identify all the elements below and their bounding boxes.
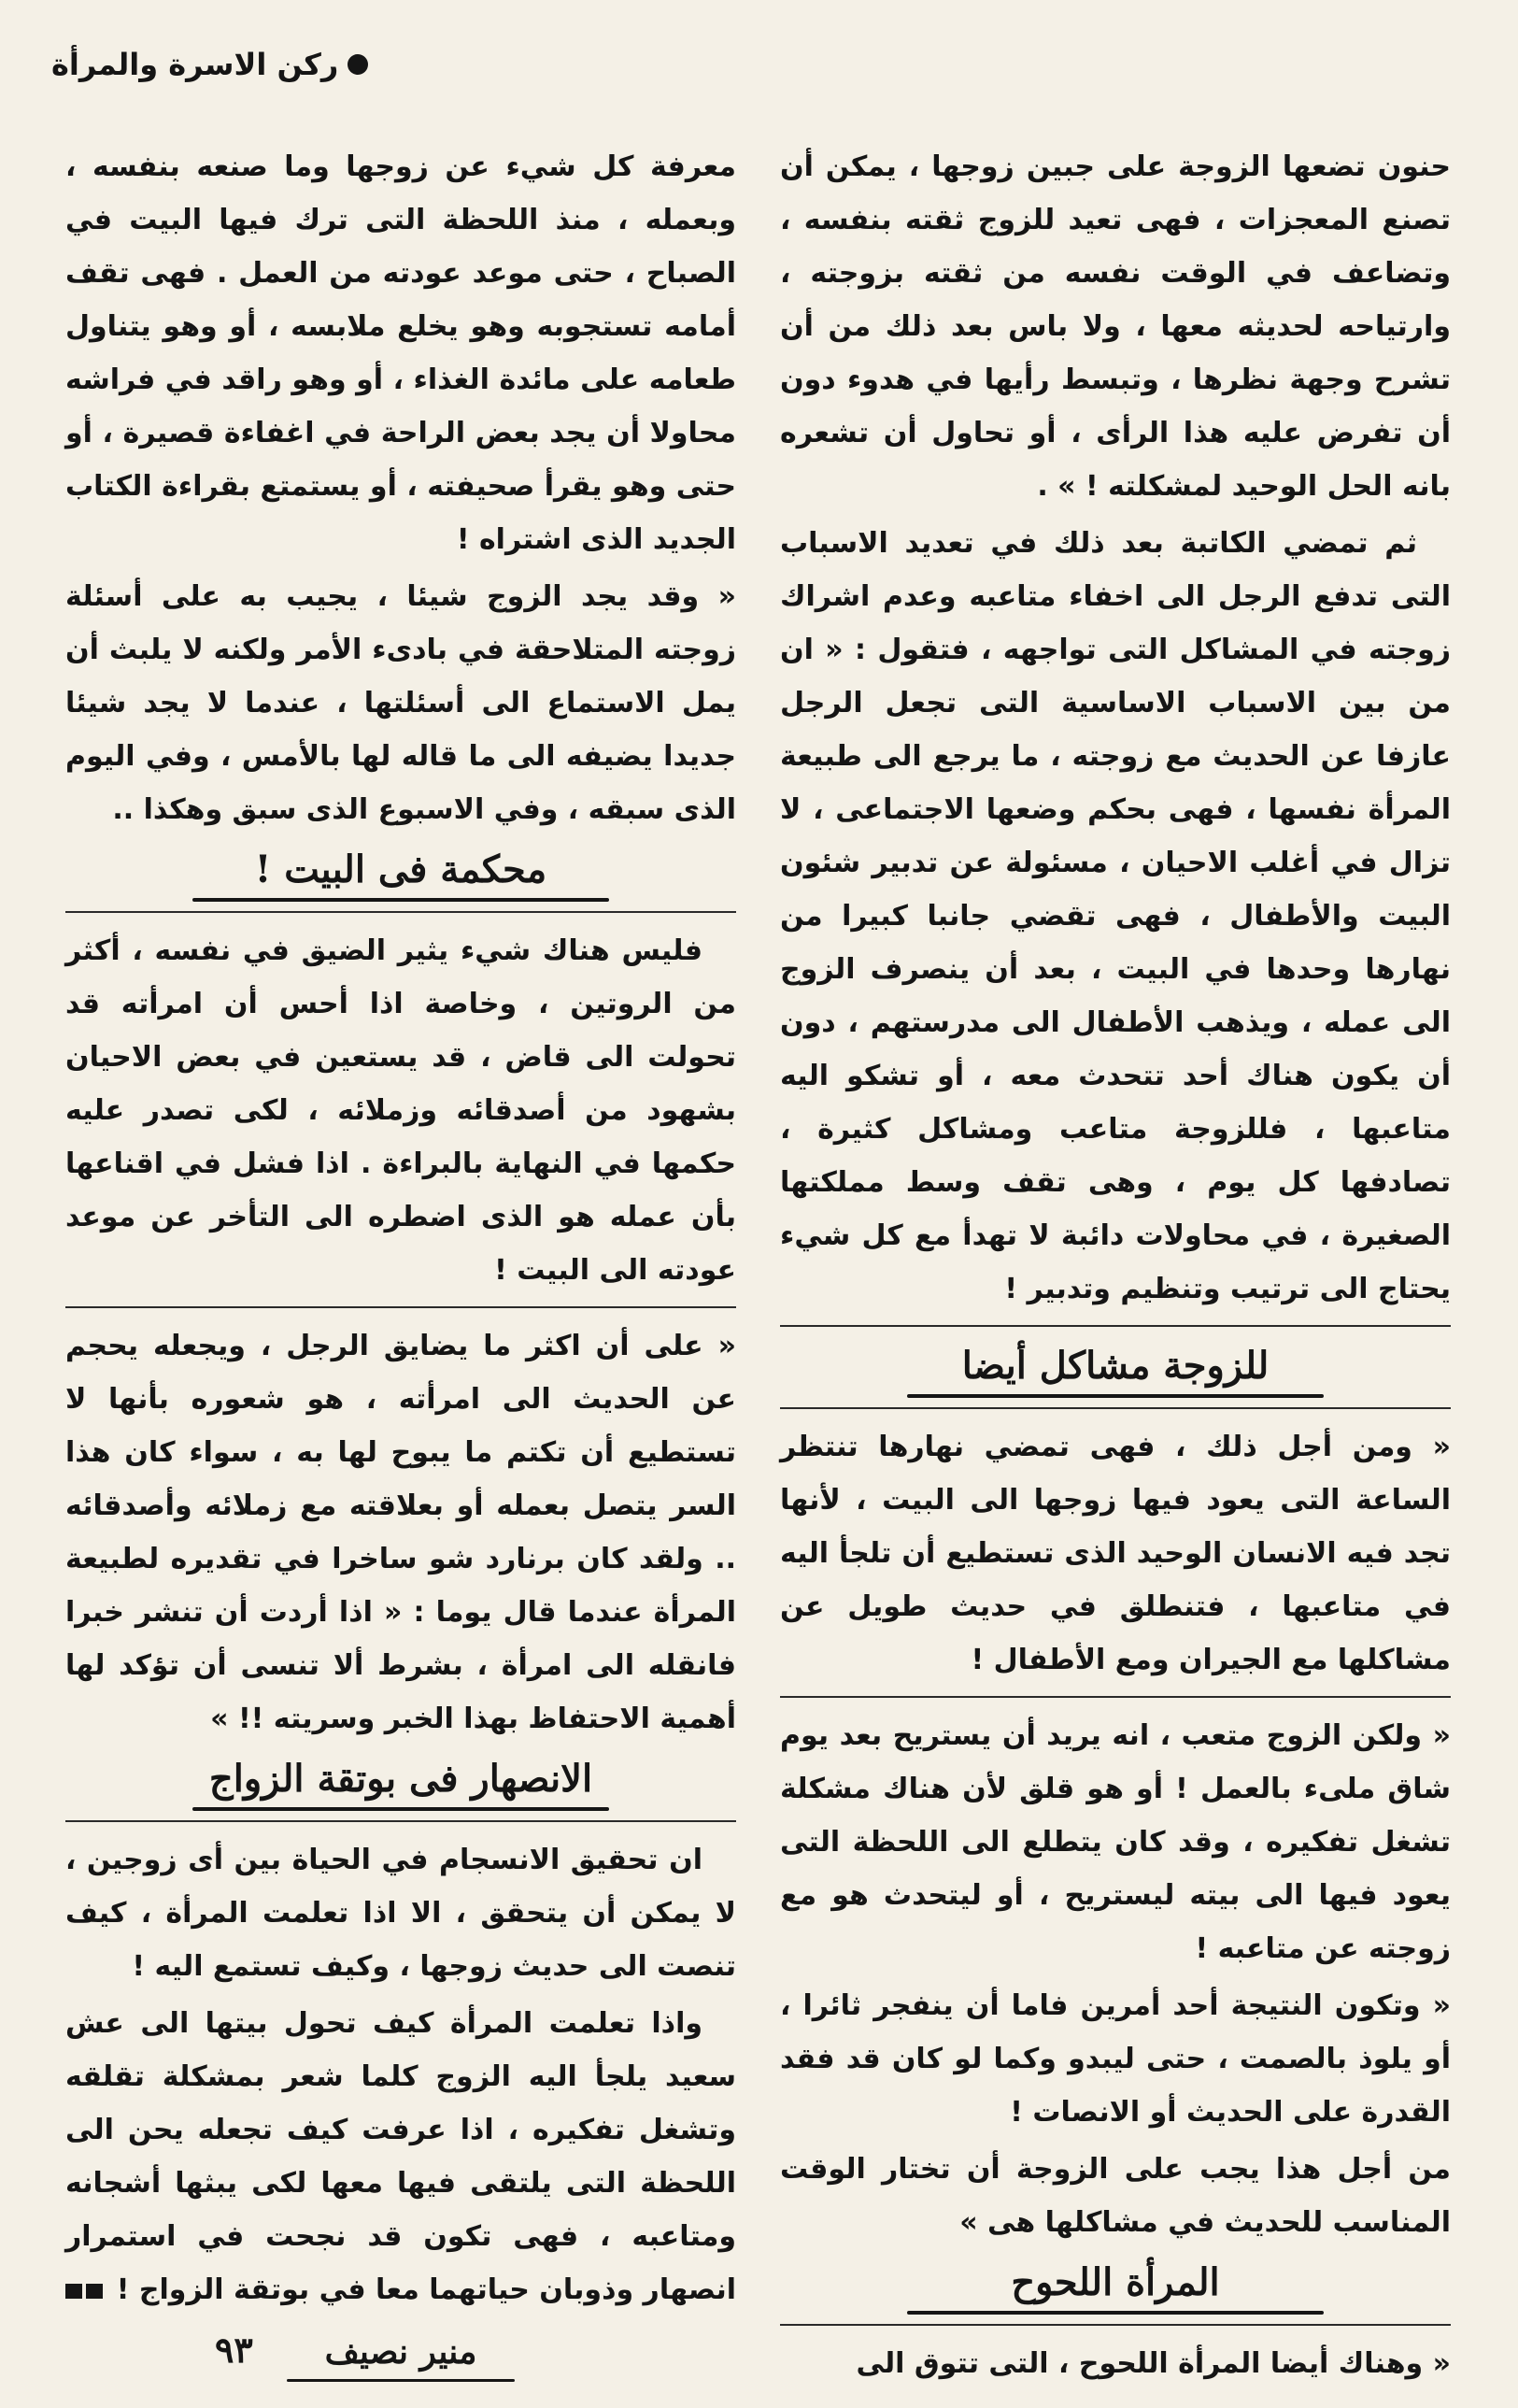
heading-underline xyxy=(907,1394,1323,1398)
paragraph: ان تحقيق الانسجام في الحياة بين أى زوجين ، لا يمكن أن يتحقق ، الا اذا تعلمت المرأة ، كيف تنصت الى حديث زوجها ، وكيف تستمع اليه ! xyxy=(65,1844,736,1983)
end-mark-icon xyxy=(65,2284,82,2299)
paragraph: « على أن اكثر ما يضايق الرجل ، ويجعله يحجم عن الحديث الى امرأته ، هو شعوره بأنها لا تستطيع أن تكتم ما يبوح لها به ، سواء كان هذا السر يتصل بعمله أو بعلاقته مع زملائه وأصدقائه .. ولقد كان برنارد شو ساخرا في تقديره لطبيعة المرأة عندما قال يوما : « اذا أردت أن تنشر خبرا فانقله الى امرأة ، بشرط ألا تنسى أن تؤكد لها أهمية الاحتفاظ بهذا الخبر وسريته !! » xyxy=(65,1330,736,1735)
author-underline xyxy=(287,2379,515,2382)
section-bullet-icon xyxy=(348,54,368,75)
heading-underline xyxy=(192,898,608,902)
heading-underline xyxy=(907,2311,1323,2315)
paragraph: حنون تضعها الزوجة على جبين زوجها ، يمكن أن تصنع المعجزات ، فهى تعيد للزوج ثقته بنفسه ، وتضاعف في الوقت نفسه من ثقته بزوجته ، وارتياحه لحديثه معها ، ولا باس بعد ذلك من أن تشرح وجهة نظرها ، وتبسط رأيها في هدوء دون أن تفرض عليه هذا الرأى ، أو تحاول أن تشعره بانه الحل الوحيد لمشكلته ! » . xyxy=(780,150,1451,503)
divider xyxy=(780,1325,1451,1327)
section-heading-text: للزوجة مشاكل أيضا xyxy=(961,1344,1270,1388)
paragraph: « وهناك أيضا المرأة اللحوح ، التى تتوق الى xyxy=(856,2347,1451,2380)
right-column xyxy=(780,140,1451,2394)
paragraph: « وتكون النتيجة أحد أمرين فاما أن ينفجر ثائرا ، أو يلوذ بالصمت ، حتى ليبدو وكما لو كان قد فقد القدرة على الحديث أو الانصات ! xyxy=(780,1989,1451,2129)
page-number: ٩٣ xyxy=(215,2329,253,2371)
section-heading-text: المرأة اللحوح xyxy=(1011,2260,1220,2304)
section-heading-text: الانصهار فى بوتقة الزواج xyxy=(208,1757,593,1801)
heading-underline xyxy=(192,1807,608,1811)
paragraph-text: واذا تعلمت المرأة كيف تحول بيتها الى عش سعيد يلجأ اليه الزوج كلما شعر بمشكلة تقلقه وتشغل تفكيره ، اذا عرفت كيف تجعله يحن الى اللحظة التى يلتقى فيها معها لكى يبثها أشجانه ومتاعبه ، فهى تكون قد نجحت في استمرار انصهار وذوبان حياتهما معا في بوتقة الزواج ! xyxy=(65,2007,736,2306)
section-heading xyxy=(65,1751,736,1811)
running-head xyxy=(51,47,368,82)
section-heading xyxy=(65,842,736,902)
running-head-text: ركن الاسرة والمرأة xyxy=(51,47,339,82)
divider xyxy=(780,2324,1451,2326)
paragraph: من أجل هذا يجب على الزوجة أن تختار الوقت المناسب للحديث في مشاكلها هى » xyxy=(780,2153,1451,2239)
divider xyxy=(65,1820,736,1822)
author-signature xyxy=(65,2326,736,2382)
divider xyxy=(780,1696,1451,1698)
paragraph: معرفة كل شيء عن زوجها وما صنعه بنفسه ، وبعمله ، منذ اللحظة التى ترك فيها البيت في الصباح ، حتى موعد عودته من العمل . فهى تقف أمامه تستجوبه وهو يخلع ملابسه ، أو وهو يتناول طعامه على مائدة الغذاء ، أو وهو راقد في فراشه محاولا أن يجد بعض الراحة في اغفاءة قصيرة ، أو حتى وهو يقرأ صحيفته ، أو يستمتع بقراءة الكتاب الجديد الذى اشتراه ! xyxy=(65,150,736,556)
section-heading-text: محكمة فى البيت ! xyxy=(254,848,547,891)
paragraph: « ولكن الزوج متعب ، انه يريد أن يستريح بعد يوم شاق ملىء بالعمل ! أو هو قلق لأن هناك مشكلة تشغل تفكيره ، وقد كان يتطلع الى اللحظة التى يعود فيها الى بيته ليستريح ، أو ليتحدث هو مع زوجته عن متاعبه ! xyxy=(780,1719,1451,1965)
paragraph: ثم تمضي الكاتبة بعد ذلك في تعديد الاسباب التى تدفع الرجل الى اخفاء متاعبه وعدم اشراك زوجته في المشاكل التى تواجهه ، فتقول : « ان من بين الاسباب الاساسية التى تجعل الرجل عازفا عن الحديث مع زوجته ، ما يرجع الى طبيعة المرأة نفسها ، فهى بحكم وضعها الاجتماعى ، لا تزال في أغلب الاحيان ، مسئولة عن تدبير شئون البيت والأطفال ، فهى تقضي جانبا كبيرا من نهارها وحدها في البيت ، بعد أن ينصرف الزوج الى عمله ، ويذهب الأطفال الى مدرستهم ، دون أن يكون هناك أحد تتحدث معه ، أو تشكو اليه متاعبها ، فللزوجة متاعب ومشاكل كثيرة ، تصادفها كل يوم ، وهى تقف وسط مملكتها الصغيرة ، في محاولات دائبة لا تهدأ مع كل شيء يحتاج الى ترتيب وتنظيم وتدبير ! xyxy=(780,527,1451,1305)
section-heading xyxy=(780,2255,1451,2315)
paragraph: فليس هناك شيء يثير الضيق في نفسه ، أكثر من الروتين ، وخاصة اذا أحس أن امرأته قد تحولت الى قاض ، قد يستعين في بعض الاحيان بشهود من أصدقائه وزملائه ، لكى تصدر عليه حكمها في النهاية بالبراءة . اذا فشل في اقناعها بأن عمله هو الذى اضطره الى التأخر عن موعد عودته الى البيت ! xyxy=(65,934,736,1287)
paragraph: « ومن أجل ذلك ، فهى تمضي نهارها تنتظر الساعة التى يعود فيها زوجها الى البيت ، لأنها تجد فيه الانسان الوحيد الذى تستطيع أن تلجأ اليه في متاعبها ، فتنطلق في حديث طويل عن مشاكلها مع الجيران ومع الأطفال ! xyxy=(780,1431,1451,1676)
divider xyxy=(65,1306,736,1308)
left-column xyxy=(65,140,736,2382)
section-heading xyxy=(780,1338,1451,1398)
author-name: منير نصيف xyxy=(324,2332,477,2372)
paragraph: « وقد يجد الزوج شيئا ، يجيب به على أسئلة زوجته المتلاحقة في بادىء الأمر ولكنه لا يلبث أن يمل الاستماع الى أسئلتها ، عندما لا يجد شيئا جديدا يضيفه الى ما قاله لها بالأمس ، وفي اليوم الذى سبقه ، وفي الاسبوع الذى سبق وهكذا .. xyxy=(65,580,736,826)
paragraph xyxy=(65,1997,736,2316)
divider xyxy=(65,911,736,913)
end-mark-icon xyxy=(86,2284,103,2299)
divider xyxy=(780,1407,1451,1409)
